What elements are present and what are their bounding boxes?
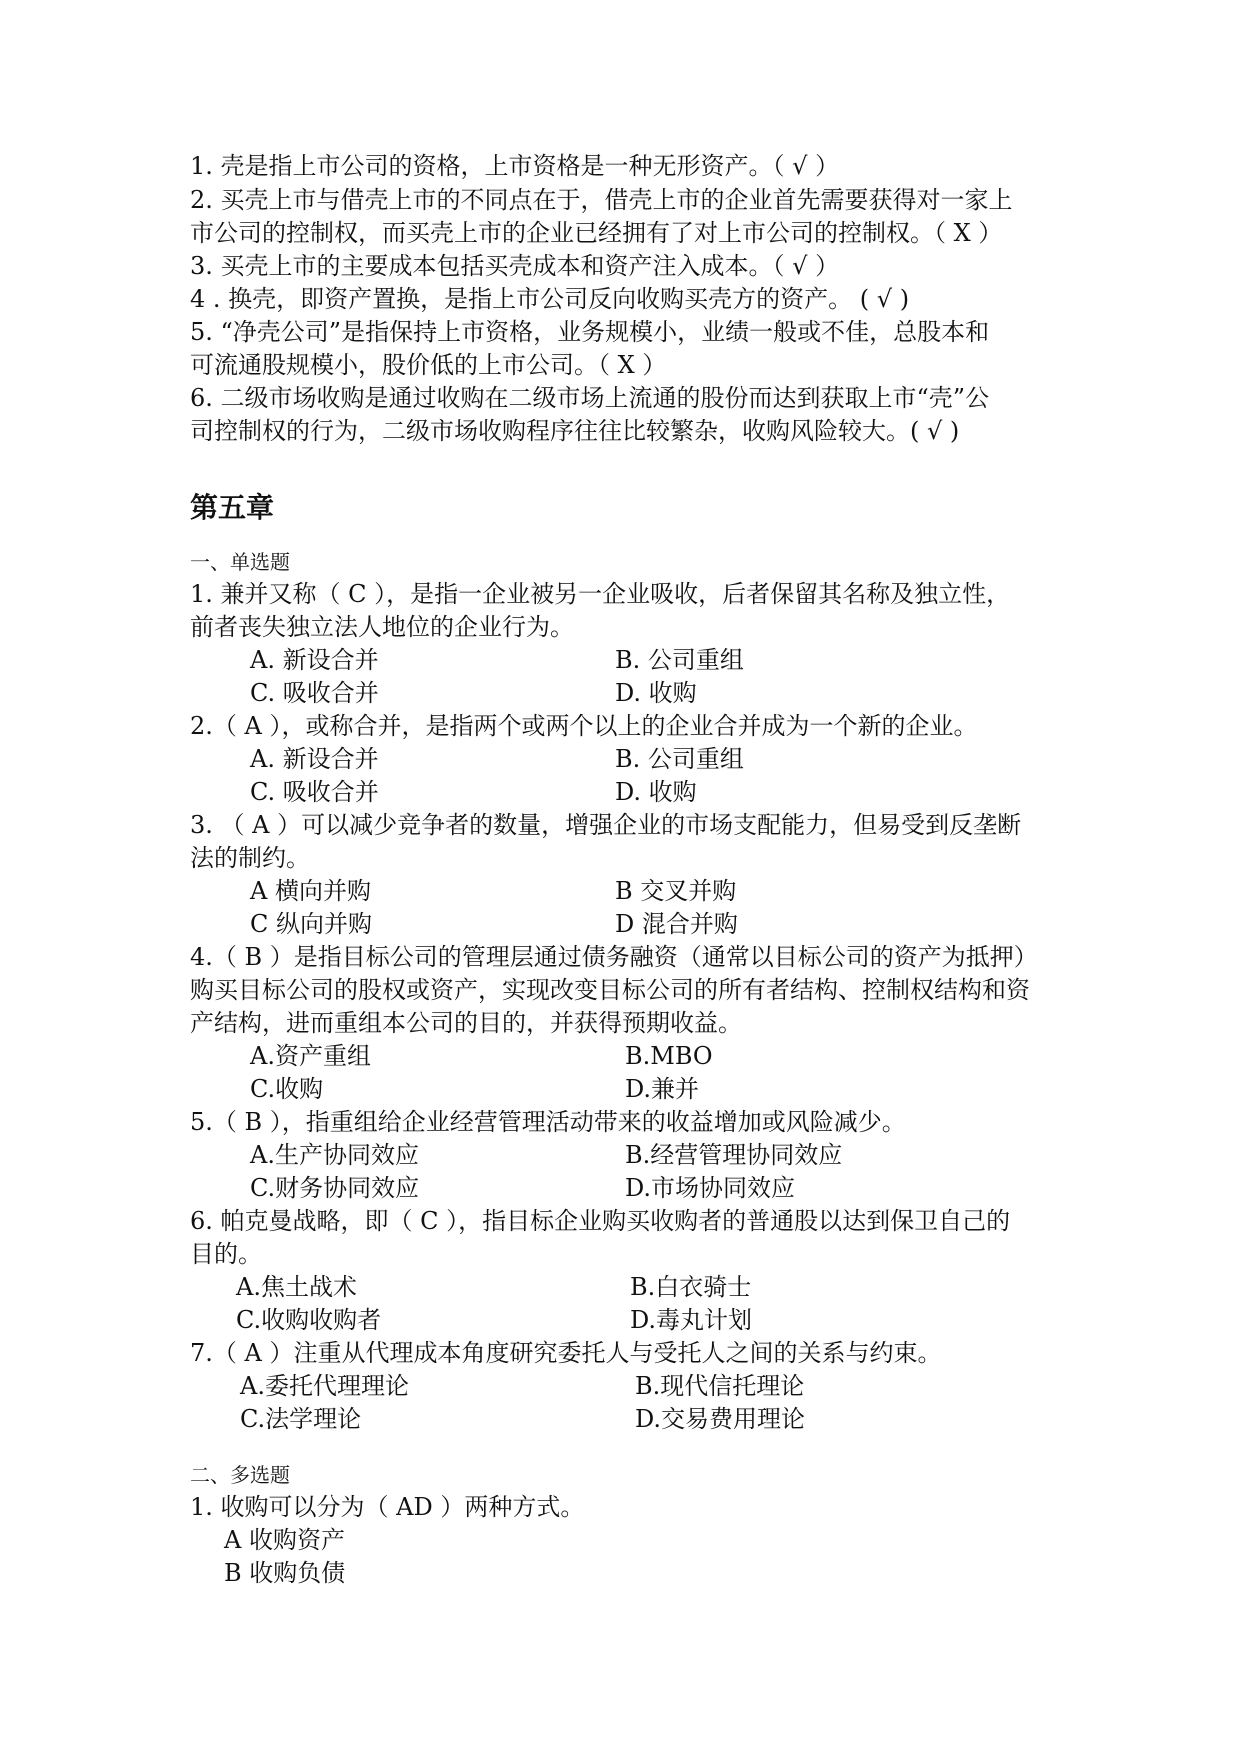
option: B.现代信托理论 <box>635 1372 805 1400</box>
option: A 横向并购 <box>250 877 371 905</box>
question-text: 目的。 <box>190 1240 262 1268</box>
option: A.资产重组 <box>250 1042 371 1070</box>
question-text: 2.（ A ），或称合并，是指两个或两个以上的企业合并成为一个新的企业。 <box>190 712 978 740</box>
option: D.交易费用理论 <box>635 1405 806 1433</box>
tf-line: 1. 壳是指上市公司的资格，上市资格是一种无形资产。（ √ ） <box>190 152 840 180</box>
question-text: 法的制约。 <box>190 844 310 872</box>
option: B.MBO <box>625 1042 713 1070</box>
option: B. 公司重组 <box>615 646 744 674</box>
option: A 收购资产 <box>224 1526 345 1554</box>
option: C.收购 <box>250 1075 324 1103</box>
question-text: 1. 兼并又称（ C ），是指一企业被另一企业吸收，后者保留其名称及独立性， <box>190 580 1011 608</box>
option: A. 新设合并 <box>250 745 379 773</box>
tf-line: 可流通股规模小，股价低的上市公司。（ X ） <box>190 351 667 379</box>
option: D.毒丸计划 <box>630 1306 753 1334</box>
option: B. 公司重组 <box>615 745 744 773</box>
section-heading: 二、多选题 <box>190 1463 290 1487</box>
tf-line: 6. 二级市场收购是通过收购在二级市场上流通的股份而达到获取上市“壳”公 <box>190 384 990 412</box>
tf-line: 3. 买壳上市的主要成本包括买壳成本和资产注入成本。（ √ ） <box>190 252 840 280</box>
question-text: 6. 帕克曼战略，即（ C ），指目标企业购买收购者的普通股以达到保卫自己的 <box>190 1207 1011 1235</box>
option: C.收购收购者 <box>236 1306 382 1334</box>
option: D 混合并购 <box>615 910 738 938</box>
question-text: 前者丧失独立法人地位的企业行为。 <box>190 613 574 641</box>
option: C. 吸收合并 <box>250 679 379 707</box>
question-text: 1. 收购可以分为（ AD ）两种方式。 <box>190 1493 585 1521</box>
tf-line: 市公司的控制权，而买壳上市的企业已经拥有了对上市公司的控制权。（ X ） <box>190 219 1003 247</box>
option: D. 收购 <box>615 679 697 707</box>
question-text: 产结构，进而重组本公司的目的，并获得预期收益。 <box>190 1009 742 1037</box>
question-text: 购买目标公司的股权或资产，实现改变目标公司的所有者结构、控制权结构和资 <box>190 976 1030 1004</box>
question-text: 4.（ B ）是指目标公司的管理层通过债务融资（通常以目标公司的资产为抵押） <box>190 943 1038 971</box>
option: A.委托代理理论 <box>240 1372 409 1400</box>
option: B.白衣骑士 <box>630 1273 752 1301</box>
tf-line: 5. “净壳公司”是指保持上市资格，业务规模小，业绩一般或不佳，总股本和 <box>190 318 990 346</box>
option: D. 收购 <box>615 778 697 806</box>
option: B.经营管理协同效应 <box>625 1141 843 1169</box>
option: C.法学理论 <box>240 1405 362 1433</box>
option: A.生产协同效应 <box>250 1141 419 1169</box>
option: D.市场协同效应 <box>625 1174 796 1202</box>
option: A. 新设合并 <box>250 646 379 674</box>
question-text: 5.（ B ），指重组给企业经营管理活动带来的收益增加或风险减少。 <box>190 1108 906 1136</box>
option: C.财务协同效应 <box>250 1174 420 1202</box>
tf-line: 2. 买壳上市与借壳上市的不同点在于，借壳上市的企业首先需要获得对一家上 <box>190 186 1013 214</box>
question-text: 3. （ A ）可以减少竞争者的数量，增强企业的市场支配能力，但易受到反垄断 <box>190 811 1022 839</box>
tf-line: 司控制权的行为，二级市场收购程序往往比较繁杂，收购风险较大。( √ ) <box>190 417 960 445</box>
question-text: 7.（ A ）注重从代理成本角度研究委托人与受托人之间的关系与约束。 <box>190 1339 942 1367</box>
option: A.焦土战术 <box>236 1273 357 1301</box>
tf-line: 4 . 换壳，即资产置换，是指上市公司反向收购买壳方的资产。 ( √ ) <box>190 285 910 313</box>
option: D.兼并 <box>625 1075 700 1103</box>
option: C. 吸收合并 <box>250 778 379 806</box>
chapter-title: 第五章 <box>190 491 275 524</box>
option: B 交叉并购 <box>615 877 737 905</box>
option: C 纵向并购 <box>250 910 372 938</box>
option: B 收购负债 <box>224 1559 346 1587</box>
section-heading: 一、单选题 <box>190 550 290 574</box>
